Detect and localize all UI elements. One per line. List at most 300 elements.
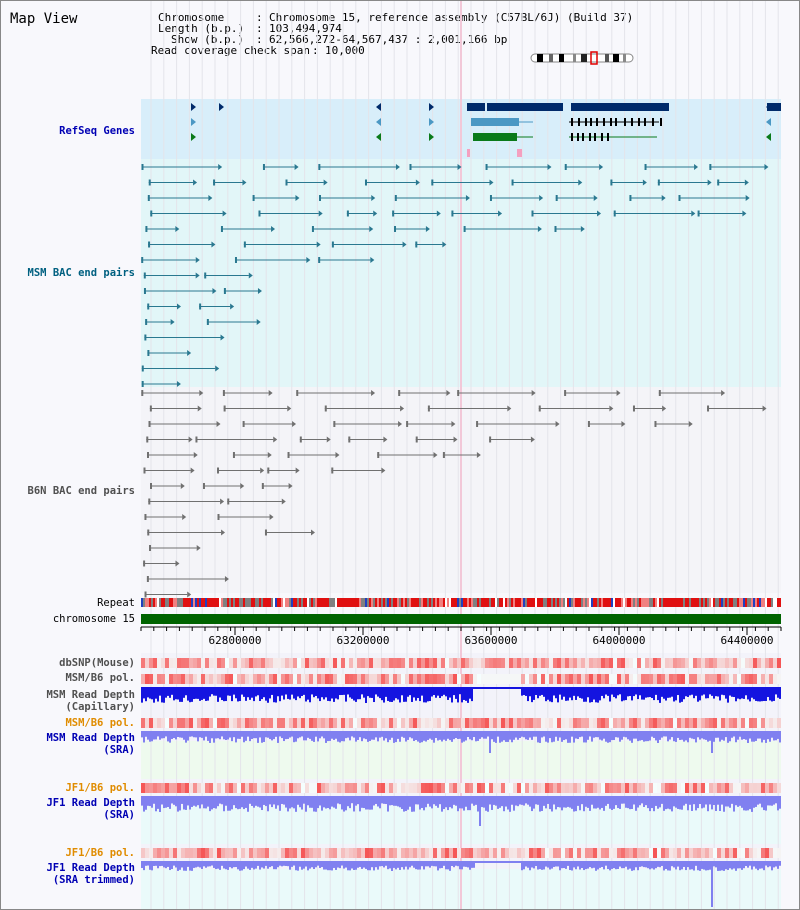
bac-end <box>149 421 151 427</box>
repeat-segment <box>529 598 531 607</box>
polymorphism-cell <box>417 848 421 858</box>
polymorphism-cell <box>733 783 737 793</box>
polymorphism-cell <box>149 658 153 668</box>
read-depth-bar <box>295 687 297 700</box>
read-depth-bar <box>225 687 227 701</box>
bac-end <box>428 406 430 412</box>
read-depth-bar <box>277 861 279 867</box>
read-depth-bar <box>461 861 463 869</box>
polymorphism-cell <box>329 783 333 793</box>
bac-end <box>707 406 709 412</box>
read-depth-bar <box>255 796 257 806</box>
msm-bac-end-pairs-label[interactable]: MSM BAC end pairs <box>27 267 135 279</box>
read-depth-bar <box>755 731 757 741</box>
read-depth-bar <box>721 796 723 805</box>
polymorphism-cell <box>161 718 165 728</box>
polymorphism-cell <box>709 783 713 793</box>
read-depth-bar <box>217 687 219 702</box>
dbsnp-label[interactable]: dbSNP(Mouse) <box>59 657 135 669</box>
bac-end <box>288 452 290 458</box>
polymorphism-cell <box>397 848 401 858</box>
read-depth-bar <box>237 731 239 739</box>
polymorphism-cell <box>241 783 245 793</box>
polymorphism-cell <box>333 783 337 793</box>
polymorphism-cell <box>601 674 605 684</box>
repeat-segment <box>559 598 561 607</box>
polymorphism-cell <box>393 783 397 793</box>
read-depth-bar <box>427 796 429 804</box>
polymorphism-cell <box>709 674 713 684</box>
read-depth-bar <box>777 796 779 810</box>
repeat-segment <box>259 598 261 607</box>
polymorphism-cell <box>393 718 397 728</box>
read-depth-bar <box>583 687 585 702</box>
bac-end <box>486 164 488 170</box>
repeat-segment <box>239 598 241 607</box>
read-depth-bar <box>307 687 309 700</box>
polymorphism-cell <box>265 718 269 728</box>
polymorphism-cell <box>685 783 689 793</box>
read-depth-bar <box>319 731 321 738</box>
polymorphism-cell <box>285 848 289 858</box>
read-depth-bar <box>327 796 329 808</box>
read-depth-bar <box>215 731 217 739</box>
read-depth-bar <box>197 687 199 699</box>
polymorphism-cell <box>685 718 689 728</box>
polymorphism-cell <box>421 718 425 728</box>
bac-end <box>148 499 150 505</box>
read-depth-bar <box>211 687 213 694</box>
polymorphism-cell <box>517 674 521 684</box>
read-depth-bar <box>647 861 649 868</box>
read-depth-bar <box>405 796 407 811</box>
read-depth-bar <box>349 796 351 808</box>
polymorphism-cell <box>321 658 325 668</box>
read-depth-bar <box>423 687 425 702</box>
polymorphism-cell <box>141 658 145 668</box>
polymorphism-cell <box>325 718 329 728</box>
polymorphism-cell <box>249 718 253 728</box>
b6n-bac-end-pairs-label[interactable]: B6N BAC end pairs <box>27 485 135 497</box>
bac-end <box>147 452 149 458</box>
polymorphism-cell <box>181 848 185 858</box>
polymorphism-cell <box>713 783 717 793</box>
read-depth-bar <box>403 796 405 812</box>
read-depth-bar <box>741 861 743 870</box>
read-depth-bar <box>361 796 363 808</box>
read-depth-bar <box>685 687 687 696</box>
read-depth-bar <box>737 731 739 740</box>
read-depth-bar <box>383 687 385 703</box>
read-depth-bar <box>713 731 715 742</box>
read-depth-bar <box>217 861 219 869</box>
read-depth-bar <box>169 731 171 743</box>
polymorphism-cell <box>401 718 405 728</box>
polymorphism-cell <box>421 674 425 684</box>
repeat-segment <box>719 598 721 607</box>
read-depth-bar <box>281 687 283 696</box>
read-depth-bar <box>453 861 455 867</box>
polymorphism-cell <box>161 674 165 684</box>
read-depth-bar <box>621 687 623 701</box>
polymorphism-cell <box>573 658 577 668</box>
read-depth-bar <box>633 731 635 739</box>
read-depth-bar <box>493 796 495 805</box>
bac-end <box>145 592 147 598</box>
read-depth-bar <box>373 861 375 870</box>
read-depth-bar <box>461 796 463 808</box>
jf1-b6-pol-trimmed-label[interactable]: JF1/B6 pol. <box>65 847 135 859</box>
polymorphism-cell <box>433 848 437 858</box>
repeat-segment <box>537 598 539 607</box>
read-depth-bar <box>547 796 549 804</box>
read-depth-bar <box>645 796 647 805</box>
polymorphism-cell <box>749 848 753 858</box>
read-depth-bar <box>339 687 341 695</box>
read-depth-bar <box>253 861 255 869</box>
read-depth-bar <box>153 731 155 740</box>
read-depth-bar <box>305 687 307 701</box>
repeat-segment <box>189 598 191 607</box>
read-depth-bar <box>665 731 667 736</box>
axis-tick-label: 64400000 <box>720 634 774 647</box>
repeat-segment <box>225 598 227 607</box>
gene-exon <box>601 133 603 141</box>
repeat-segment <box>419 598 421 607</box>
read-depth-bar <box>695 796 697 810</box>
polymorphism-cell <box>393 658 397 668</box>
read-depth-bar <box>669 796 671 809</box>
bac-end <box>451 211 453 217</box>
bac-end <box>296 390 298 396</box>
read-depth-bar <box>345 731 347 738</box>
read-depth-bar <box>211 796 213 809</box>
polymorphism-cell <box>569 718 573 728</box>
polymorphism-cell <box>485 783 489 793</box>
read-depth-bar <box>329 687 331 701</box>
read-depth-bar <box>527 687 529 701</box>
read-depth-bar <box>777 731 779 739</box>
polymorphism-cell <box>729 848 733 858</box>
repeat-segment <box>641 598 643 607</box>
read-depth-bar <box>547 861 549 868</box>
read-depth-bar <box>281 796 283 804</box>
polymorphism-cell <box>265 658 269 668</box>
polymorphism-cell <box>405 783 409 793</box>
repeat-segment <box>757 598 759 607</box>
polymorphism-cell <box>337 674 341 684</box>
read-depth-bar <box>179 687 181 702</box>
read-depth-bar <box>705 731 707 740</box>
read-depth-bar <box>519 687 521 689</box>
read-depth-bar <box>201 731 203 738</box>
msm-read-depth-capillary-label[interactable]: MSM Read Depth (Capillary) <box>46 689 135 713</box>
polymorphism-cell <box>661 674 665 684</box>
read-depth-bar <box>643 796 645 807</box>
repeat-segment <box>769 598 771 607</box>
polymorphism-cell <box>257 848 261 858</box>
polymorphism-cell <box>729 674 733 684</box>
read-depth-bar <box>609 687 611 702</box>
repeat-segment <box>711 598 713 607</box>
read-depth-bar <box>709 861 711 870</box>
polymorphism-cell <box>609 783 613 793</box>
polymorphism-cell <box>653 783 657 793</box>
polymorphism-cell <box>589 848 593 858</box>
read-depth-bar <box>265 861 267 866</box>
read-depth-bar <box>189 861 191 871</box>
read-depth-bar <box>699 731 701 740</box>
read-depth-bar <box>673 687 675 701</box>
read-depth-bar <box>477 731 479 741</box>
read-depth-bar <box>391 861 393 871</box>
polymorphism-cell <box>553 783 557 793</box>
polymorphism-cell <box>717 848 721 858</box>
read-depth-bar <box>437 687 439 696</box>
read-depth-bar <box>369 687 371 698</box>
coverage-value: 10,000 <box>325 44 365 57</box>
read-depth-bar <box>577 687 579 696</box>
read-depth-bar <box>661 861 663 866</box>
read-depth-bar <box>643 687 645 700</box>
polymorphism-cell <box>577 718 581 728</box>
polymorphism-cell <box>269 848 273 858</box>
repeat-segment <box>635 598 637 607</box>
read-depth-bar <box>393 861 395 868</box>
read-depth-bar <box>301 796 303 810</box>
read-depth-bar <box>481 861 483 863</box>
repeat-segment <box>405 598 407 607</box>
read-depth-bar <box>251 731 253 739</box>
repeat-segment <box>577 598 579 607</box>
read-depth-bar <box>583 861 585 870</box>
polymorphism-cell <box>441 658 445 668</box>
read-depth-bar <box>721 731 723 740</box>
read-depth-bar <box>359 731 361 737</box>
read-depth-bar <box>223 861 225 868</box>
bac-end <box>145 226 147 232</box>
repeat-segment <box>463 598 465 607</box>
read-depth-bar <box>143 687 145 698</box>
jf1-b6-pol-label[interactable]: JF1/B6 pol. <box>65 782 135 794</box>
read-depth-bar <box>271 796 273 807</box>
read-depth-bar <box>617 731 619 738</box>
repeat-segment <box>317 598 319 607</box>
read-depth-bar <box>275 731 277 737</box>
repeat-segment <box>471 598 473 607</box>
read-depth-bar <box>713 796 715 805</box>
read-depth-bar <box>561 731 563 742</box>
read-depth-bar <box>379 687 381 698</box>
jf1-read-depth-sra-label[interactable]: JF1 Read Depth (SRA) <box>46 797 135 821</box>
read-depth-bar <box>341 861 343 866</box>
polymorphism-cell <box>469 848 473 858</box>
jf1-read-depth-trimmed-label[interactable]: JF1 Read Depth (SRA trimmed) <box>46 862 135 886</box>
read-depth-bar <box>641 687 643 700</box>
polymorphism-cell <box>193 674 197 684</box>
repeat-segment <box>323 598 325 607</box>
msm-b6-pol-sra-label[interactable]: MSM/B6 pol. <box>65 717 135 729</box>
read-depth-bar <box>317 796 319 808</box>
repeat-segment <box>449 598 451 607</box>
read-depth-bar <box>509 861 511 863</box>
polymorphism-cell <box>701 658 705 668</box>
read-depth-bar <box>339 731 341 742</box>
read-depth-bar <box>163 731 165 738</box>
read-depth-bar <box>683 796 685 806</box>
read-depth-bar <box>263 861 265 869</box>
repeat-segment <box>251 598 253 607</box>
polymorphism-cell <box>161 658 165 668</box>
chromosome-bar <box>141 614 781 624</box>
msm-b6-pol-label[interactable]: MSM/B6 pol. <box>65 672 135 684</box>
polymorphism-cell <box>177 718 181 728</box>
read-depth-bar <box>451 796 453 808</box>
polymorphism-cell <box>493 848 497 858</box>
read-depth-bar <box>421 731 423 742</box>
read-depth-bar <box>289 687 291 700</box>
repeat-segment <box>521 598 523 607</box>
read-depth-bar <box>703 687 705 694</box>
bac-end <box>348 437 350 443</box>
repeat-segment <box>375 598 377 607</box>
read-depth-bar <box>229 796 231 811</box>
polymorphism-cell <box>529 674 533 684</box>
read-depth-bar <box>771 731 773 738</box>
bac-end <box>464 226 466 232</box>
read-depth-bar <box>431 731 433 740</box>
polymorphism-cell <box>313 674 317 684</box>
msm-read-depth-sra-label[interactable]: MSM Read Depth (SRA) <box>46 732 135 756</box>
refseq-genes-label[interactable]: RefSeq Genes <box>59 125 135 137</box>
genome-browser-canvas[interactable] <box>1 1 799 909</box>
read-depth-bar <box>651 731 653 737</box>
repeat-segment <box>779 598 781 607</box>
read-depth-bar <box>401 731 403 737</box>
polymorphism-cell <box>169 658 173 668</box>
repeat-segment <box>437 598 439 607</box>
read-depth-bar <box>595 796 597 809</box>
bac-end <box>614 211 616 217</box>
read-depth-bar <box>739 731 741 737</box>
read-depth-bar <box>425 687 427 702</box>
read-depth-bar <box>731 796 733 804</box>
bac-end <box>539 406 541 412</box>
read-depth-bar <box>163 861 165 867</box>
read-depth-bar <box>391 687 393 702</box>
read-depth-bar <box>633 687 635 696</box>
polymorphism-cell <box>453 674 457 684</box>
read-depth-bar <box>353 687 355 700</box>
read-depth-bar <box>171 796 173 803</box>
read-depth-bar <box>755 861 757 869</box>
read-depth-bar <box>195 861 197 867</box>
polymorphism-cell <box>277 674 281 684</box>
bac-end <box>224 288 226 294</box>
polymorphism-cell <box>341 658 345 668</box>
repeat-segment <box>615 598 617 607</box>
read-depth-bar <box>567 796 569 807</box>
read-depth-bar <box>741 731 743 740</box>
polymorphism-cell <box>345 848 349 858</box>
polymorphism-cell <box>497 848 501 858</box>
polymorphism-cell <box>209 674 213 684</box>
polymorphism-cell <box>233 783 237 793</box>
polymorphism-cell <box>209 783 213 793</box>
read-depth-bar <box>213 687 215 696</box>
read-depth-bar <box>237 687 239 701</box>
repeat-segment <box>393 598 395 607</box>
read-depth-bar <box>733 861 735 869</box>
read-depth-bar <box>381 687 383 700</box>
read-depth-bar <box>357 796 359 804</box>
read-depth-bar <box>411 687 413 702</box>
read-depth-bar <box>297 731 299 738</box>
read-depth-bar <box>671 861 673 866</box>
polymorphism-cell <box>673 718 677 728</box>
polymorphism-cell <box>601 783 605 793</box>
repeat-segment <box>631 598 633 607</box>
bac-end <box>147 530 149 536</box>
read-depth-bar <box>545 687 547 701</box>
polymorphism-cell <box>721 674 725 684</box>
gene-exon <box>467 103 485 111</box>
gene-exon <box>594 133 596 141</box>
repeat-segment <box>657 598 659 607</box>
read-depth-bar <box>267 796 269 811</box>
read-depth-bar <box>511 796 513 805</box>
polymorphism-cell <box>249 658 253 668</box>
repeat-segment <box>373 598 375 607</box>
bac-end <box>554 226 556 232</box>
read-depth-bar <box>519 861 521 863</box>
polymorphism-cell <box>677 848 681 858</box>
read-depth-bar <box>747 861 749 868</box>
polymorphism-cell <box>541 783 545 793</box>
polymorphism-cell <box>285 674 289 684</box>
polymorphism-cell <box>497 674 501 684</box>
polymorphism-cell <box>637 848 641 858</box>
polymorphism-cell <box>493 658 497 668</box>
read-depth-bar <box>247 861 249 869</box>
polymorphism-cell <box>185 674 189 684</box>
read-depth-bar <box>447 687 449 700</box>
polymorphism-cell <box>293 658 297 668</box>
bac-end <box>141 257 143 263</box>
read-depth-bar <box>191 861 193 871</box>
read-depth-bar <box>729 861 731 868</box>
polymorphism-cell <box>729 718 733 728</box>
repeat-segment <box>679 598 681 607</box>
bac-end <box>333 421 335 427</box>
polymorphism-cell <box>253 674 257 684</box>
read-depth-bar <box>659 861 661 867</box>
read-depth-bar <box>675 731 677 742</box>
polymorphism-cell <box>405 848 409 858</box>
read-depth-bar <box>411 731 413 738</box>
read-depth-bar <box>463 731 465 742</box>
repeat-label: Repeat <box>97 597 135 609</box>
read-depth-bar <box>173 861 175 866</box>
polymorphism-cell <box>321 674 325 684</box>
read-depth-bar <box>627 731 629 739</box>
polymorphism-cell <box>201 783 205 793</box>
repeat-segment <box>707 598 709 607</box>
gene-exon <box>644 118 646 126</box>
read-depth-bar <box>589 796 591 811</box>
bac-end <box>144 514 146 520</box>
polymorphism-cell <box>617 674 621 684</box>
